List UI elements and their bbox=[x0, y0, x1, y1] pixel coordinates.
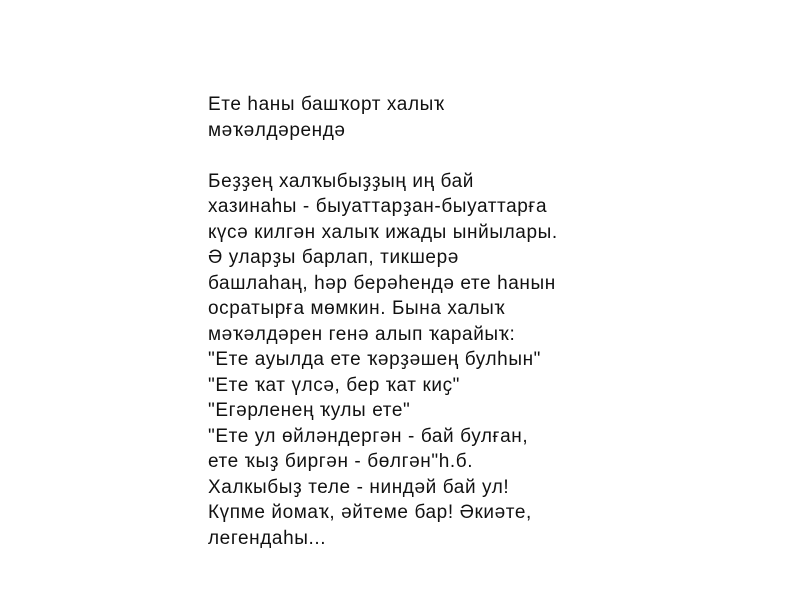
proverb-line: ете ҡыҙ биргән - бөлгән"h.б. bbox=[208, 451, 474, 472]
body-line: күсә килгән халыҡ ижады ынйылары. bbox=[208, 221, 558, 243]
body-line: Халкыбыҙ теле - ниндәй бай ул! bbox=[208, 476, 510, 498]
body-line: Күпме йомаҡ, әйтеме бар! Әкиәте, bbox=[208, 502, 532, 523]
proverb-line: "Ете ул өйләндергән - бай булған, bbox=[208, 425, 529, 447]
title-line-2: мәҡәлдәрендә bbox=[208, 119, 346, 141]
proverb-line: "Ете ауылда ете ҡәрҙәшең булһын" bbox=[208, 349, 542, 370]
body-line: мәҡәлдәрен генә алып ҡарайыҡ: bbox=[208, 323, 516, 345]
body-line: Беҙҙең халҡыбыҙҙың иң бай bbox=[208, 170, 474, 192]
title-line-1: Ете һаны башҡорт халыҡ bbox=[208, 94, 445, 115]
body-line: Ә уларҙы барлап, тикшерә bbox=[208, 247, 459, 268]
text-block bbox=[208, 92, 648, 551]
proverb-line: "Егәрленең ҡулы ете" bbox=[208, 400, 411, 421]
paragraph-gap bbox=[208, 143, 648, 169]
body-line: легендаһы... bbox=[208, 527, 327, 549]
body-line: башлаһаң, һәр берәһендә ете һанын bbox=[208, 272, 556, 294]
body-line: хазинаһы - быуаттарҙан-быуаттарға bbox=[208, 196, 548, 217]
body-line: осратырға мөмкин. Бына халыҡ bbox=[208, 298, 506, 319]
proverb-line: "Ете ҡат үлсә, бер ҡат киҫ" bbox=[208, 374, 461, 396]
